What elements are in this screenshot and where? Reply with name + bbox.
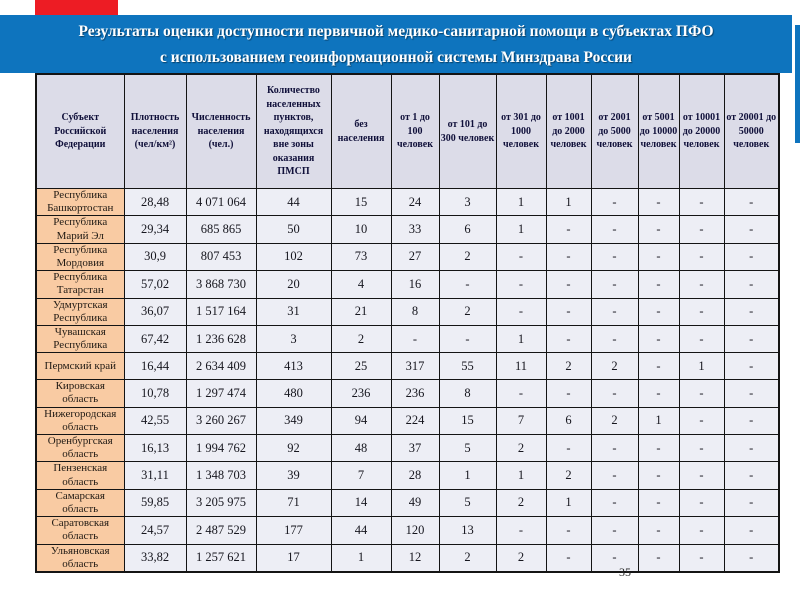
value-cell: - — [496, 271, 546, 298]
value-cell: 2 — [546, 353, 591, 380]
value-cell: 10,78 — [124, 380, 186, 407]
slide-title-bar — [0, 15, 792, 73]
value-cell: - — [546, 380, 591, 407]
value-cell: 13 — [439, 517, 496, 544]
value-cell: 16,44 — [124, 353, 186, 380]
table-row — [36, 325, 779, 352]
value-cell: 33,82 — [124, 544, 186, 572]
region-name-cell: Самарская область — [36, 489, 124, 516]
value-cell: 2 — [439, 243, 496, 270]
value-cell: 1 — [439, 462, 496, 489]
value-cell: 50 — [256, 216, 331, 243]
value-cell: 102 — [256, 243, 331, 270]
value-cell: 1 — [331, 544, 391, 572]
column-header: без населения — [331, 74, 391, 189]
region-name-cell: Республика Марий Эл — [36, 216, 124, 243]
value-cell: 1 236 628 — [186, 325, 256, 352]
value-cell: 2 — [591, 407, 638, 434]
value-cell: 57,02 — [124, 271, 186, 298]
value-cell: 10 — [331, 216, 391, 243]
column-header: Субъект Российской Федерации — [36, 74, 124, 189]
value-cell: 30,9 — [124, 243, 186, 270]
region-name-cell: Оренбургская область — [36, 435, 124, 462]
pmsp-accessibility-table — [35, 73, 780, 573]
value-cell: 2 — [496, 544, 546, 572]
value-cell: - — [724, 407, 779, 434]
value-cell: - — [591, 243, 638, 270]
table-row — [36, 380, 779, 407]
value-cell: - — [679, 189, 724, 216]
value-cell: 1 — [546, 189, 591, 216]
value-cell: - — [679, 271, 724, 298]
value-cell: - — [679, 544, 724, 572]
region-name-cell: Республика Татарстан — [36, 271, 124, 298]
slide-title-line-1: Результаты оценки доступности первичной медико-санитарной помощи в субъектах ПФО — [78, 23, 714, 40]
value-cell: 8 — [391, 298, 439, 325]
column-header: от 1001 до 2000 человек — [546, 74, 591, 189]
value-cell: 2 — [439, 298, 496, 325]
value-cell: 349 — [256, 407, 331, 434]
value-cell: - — [591, 489, 638, 516]
value-cell: - — [724, 517, 779, 544]
value-cell: 3 205 975 — [186, 489, 256, 516]
value-cell: - — [679, 325, 724, 352]
value-cell: 807 453 — [186, 243, 256, 270]
value-cell: 2 — [331, 325, 391, 352]
value-cell: 28,48 — [124, 189, 186, 216]
value-cell: - — [638, 517, 679, 544]
value-cell: 1 — [679, 353, 724, 380]
value-cell: 48 — [331, 435, 391, 462]
value-cell: 94 — [331, 407, 391, 434]
value-cell: - — [546, 544, 591, 572]
value-cell: - — [591, 189, 638, 216]
value-cell: - — [679, 462, 724, 489]
value-cell: 20 — [256, 271, 331, 298]
value-cell: 33 — [391, 216, 439, 243]
value-cell: - — [496, 380, 546, 407]
region-name-cell: Удмуртская Республика — [36, 298, 124, 325]
value-cell: - — [591, 271, 638, 298]
value-cell: 7 — [331, 462, 391, 489]
table-row — [36, 407, 779, 434]
value-cell: 685 865 — [186, 216, 256, 243]
value-cell: 317 — [391, 353, 439, 380]
value-cell: 21 — [331, 298, 391, 325]
value-cell: - — [496, 298, 546, 325]
value-cell: - — [679, 517, 724, 544]
region-name-cell: Пермский край — [36, 353, 124, 380]
value-cell: - — [591, 517, 638, 544]
value-cell: - — [724, 325, 779, 352]
region-name-cell: Нижегородская область — [36, 407, 124, 434]
value-cell: 2 — [496, 435, 546, 462]
value-cell: - — [638, 462, 679, 489]
value-cell: - — [591, 544, 638, 572]
value-cell: - — [724, 489, 779, 516]
page-number: 35 — [619, 565, 631, 579]
value-cell: 39 — [256, 462, 331, 489]
value-cell: - — [679, 243, 724, 270]
value-cell: 16 — [391, 271, 439, 298]
value-cell: - — [724, 189, 779, 216]
column-header: Плотность населения (чел/км²) — [124, 74, 186, 189]
table-row — [36, 243, 779, 270]
value-cell: - — [591, 435, 638, 462]
value-cell: 6 — [546, 407, 591, 434]
value-cell: 44 — [256, 189, 331, 216]
value-cell: - — [439, 325, 496, 352]
value-cell: 1 — [496, 462, 546, 489]
column-header: от 101 до 300 человек — [439, 74, 496, 189]
value-cell: 12 — [391, 544, 439, 572]
value-cell: 25 — [331, 353, 391, 380]
value-cell: - — [638, 298, 679, 325]
value-cell: - — [724, 435, 779, 462]
value-cell: 3 — [439, 189, 496, 216]
table-row — [36, 216, 779, 243]
value-cell: 7 — [496, 407, 546, 434]
value-cell: - — [591, 462, 638, 489]
value-cell: - — [546, 271, 591, 298]
table-row — [36, 271, 779, 298]
value-cell: - — [591, 325, 638, 352]
value-cell: - — [496, 517, 546, 544]
value-cell: 24,57 — [124, 517, 186, 544]
value-cell: 14 — [331, 489, 391, 516]
value-cell: 44 — [331, 517, 391, 544]
value-cell: 1 994 762 — [186, 435, 256, 462]
table-row — [36, 189, 779, 216]
value-cell: 1 348 703 — [186, 462, 256, 489]
value-cell: 1 257 621 — [186, 544, 256, 572]
value-cell: 8 — [439, 380, 496, 407]
value-cell: - — [638, 243, 679, 270]
value-cell: - — [391, 325, 439, 352]
value-cell: 2 — [546, 462, 591, 489]
blue-right-accent-strip — [795, 25, 800, 143]
value-cell: - — [591, 298, 638, 325]
value-cell: 120 — [391, 517, 439, 544]
value-cell: 59,85 — [124, 489, 186, 516]
column-header: от 301 до 1000 человек — [496, 74, 546, 189]
value-cell: 37 — [391, 435, 439, 462]
value-cell: 28 — [391, 462, 439, 489]
value-cell: 5 — [439, 489, 496, 516]
value-cell: 2 — [591, 353, 638, 380]
value-cell: 1 — [496, 189, 546, 216]
value-cell: 1 — [638, 407, 679, 434]
red-accent-bar — [35, 0, 118, 15]
value-cell: 2 487 529 — [186, 517, 256, 544]
value-cell: - — [638, 353, 679, 380]
value-cell: 6 — [439, 216, 496, 243]
value-cell: - — [679, 489, 724, 516]
value-cell: 236 — [391, 380, 439, 407]
value-cell: - — [638, 189, 679, 216]
value-cell: - — [724, 353, 779, 380]
value-cell: 31,11 — [124, 462, 186, 489]
value-cell: 413 — [256, 353, 331, 380]
table-row — [36, 544, 779, 572]
value-cell: - — [546, 325, 591, 352]
value-cell: 3 868 730 — [186, 271, 256, 298]
column-header: от 1 до 100 человек — [391, 74, 439, 189]
value-cell: - — [546, 243, 591, 270]
value-cell: - — [496, 243, 546, 270]
value-cell: 224 — [391, 407, 439, 434]
column-header: от 2001 до 5000 человек — [591, 74, 638, 189]
value-cell: - — [546, 216, 591, 243]
value-cell: 29,34 — [124, 216, 186, 243]
table-header-row — [36, 74, 779, 189]
column-header: Численность населения (чел.) — [186, 74, 256, 189]
value-cell: - — [638, 271, 679, 298]
value-cell: 1 — [496, 325, 546, 352]
table-row — [36, 435, 779, 462]
value-cell: 67,42 — [124, 325, 186, 352]
value-cell: - — [638, 489, 679, 516]
value-cell: - — [679, 435, 724, 462]
region-name-cell: Чувашская Республика — [36, 325, 124, 352]
value-cell: - — [679, 407, 724, 434]
value-cell: 1 — [546, 489, 591, 516]
value-cell: 177 — [256, 517, 331, 544]
value-cell: - — [439, 271, 496, 298]
value-cell: 1 517 164 — [186, 298, 256, 325]
value-cell: - — [724, 298, 779, 325]
value-cell: 480 — [256, 380, 331, 407]
region-name-cell: Республика Башкортостан — [36, 189, 124, 216]
value-cell: 15 — [331, 189, 391, 216]
table-row — [36, 517, 779, 544]
value-cell: - — [724, 462, 779, 489]
value-cell: - — [724, 380, 779, 407]
value-cell: - — [679, 298, 724, 325]
table-row — [36, 298, 779, 325]
region-name-cell: Саратовская область — [36, 517, 124, 544]
value-cell: 5 — [439, 435, 496, 462]
value-cell: 3 260 267 — [186, 407, 256, 434]
column-header: от 10001 до 20000 человек — [679, 74, 724, 189]
value-cell: - — [679, 380, 724, 407]
value-cell: 16,13 — [124, 435, 186, 462]
table-row — [36, 353, 779, 380]
region-name-cell: Кировская область — [36, 380, 124, 407]
value-cell: - — [724, 271, 779, 298]
column-header: Количество населенных пунктов, находящихся вне зоны оказания ПМСП — [256, 74, 331, 189]
value-cell: 236 — [331, 380, 391, 407]
value-cell: 2 634 409 — [186, 353, 256, 380]
value-cell: 31 — [256, 298, 331, 325]
value-cell: - — [638, 435, 679, 462]
value-cell: 55 — [439, 353, 496, 380]
value-cell: 4 071 064 — [186, 189, 256, 216]
value-cell: 4 — [331, 271, 391, 298]
value-cell: 36,07 — [124, 298, 186, 325]
region-name-cell: Пензенская область — [36, 462, 124, 489]
value-cell: - — [724, 243, 779, 270]
table-row — [36, 462, 779, 489]
value-cell: - — [638, 380, 679, 407]
value-cell: 3 — [256, 325, 331, 352]
slide-title-line-2: с использованием геоинформационной системы Минздрава России — [160, 49, 632, 66]
column-header: от 5001 до 10000 человек — [638, 74, 679, 189]
value-cell: - — [638, 216, 679, 243]
value-cell: - — [638, 544, 679, 572]
value-cell: - — [679, 216, 724, 243]
value-cell: - — [591, 380, 638, 407]
value-cell: - — [546, 435, 591, 462]
value-cell: 11 — [496, 353, 546, 380]
value-cell: - — [546, 298, 591, 325]
value-cell: - — [638, 325, 679, 352]
value-cell: 92 — [256, 435, 331, 462]
value-cell: 17 — [256, 544, 331, 572]
region-name-cell: Республика Мордовия — [36, 243, 124, 270]
region-name-cell: Ульяновская область — [36, 544, 124, 572]
value-cell: - — [724, 216, 779, 243]
value-cell: - — [591, 216, 638, 243]
value-cell: 42,55 — [124, 407, 186, 434]
value-cell: 1 297 474 — [186, 380, 256, 407]
value-cell: 2 — [439, 544, 496, 572]
value-cell: - — [546, 517, 591, 544]
value-cell: 1 — [496, 216, 546, 243]
value-cell: 15 — [439, 407, 496, 434]
value-cell: 71 — [256, 489, 331, 516]
value-cell: 27 — [391, 243, 439, 270]
column-header: от 20001 до 50000 человек — [724, 74, 779, 189]
value-cell: - — [724, 544, 779, 572]
value-cell: 73 — [331, 243, 391, 270]
value-cell: 24 — [391, 189, 439, 216]
value-cell: 49 — [391, 489, 439, 516]
value-cell: 2 — [496, 489, 546, 516]
table-row — [36, 489, 779, 516]
